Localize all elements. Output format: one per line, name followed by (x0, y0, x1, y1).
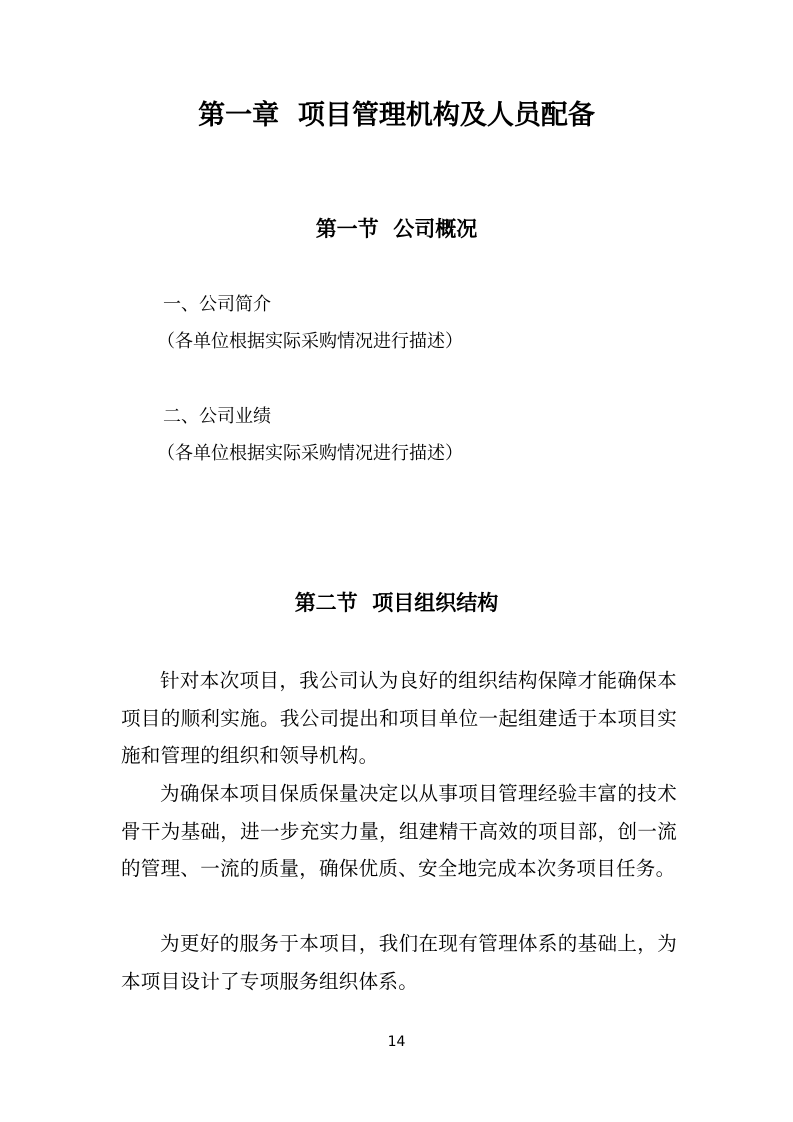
chapter-title: 第一章 项目管理机构及人员配备 (198, 100, 595, 131)
section-title-company-overview: 第一节 公司概况 (315, 217, 478, 241)
paragraph-service-system: 为更好的服务于本项目，我们在现有管理体系的基础上，为本项目设计了专项服务组织体系。 (121, 932, 677, 993)
company-performance-note: （各单位根据实际采购情况进行描述） (157, 443, 463, 464)
company-intro-heading: 一、公司简介 (163, 294, 271, 315)
paragraph-quality-assurance: 为确保本项目保质保量决定以从事项目管理经验丰富的技术骨干为基础，进一步充实力量，组建精干高效的项目部，创一流的管理、一流的质量，确保优质、安全地完成本次务项目任务。 (121, 782, 677, 880)
section-title-project-organization: 第二节 项目组织结构 (294, 591, 499, 615)
company-intro-note: （各单位根据实际采购情况进行描述） (157, 331, 463, 352)
company-performance-heading: 二、公司业绩 (163, 406, 271, 427)
paragraph-organization-intro: 针对本次项目，我公司认为良好的组织结构保障才能确保本项目的顺利实施。我公司提出和项目单位一起组建适于本项目实施和管理的组织和领导机构。 (121, 669, 677, 767)
page-number: 14 (387, 1034, 406, 1050)
